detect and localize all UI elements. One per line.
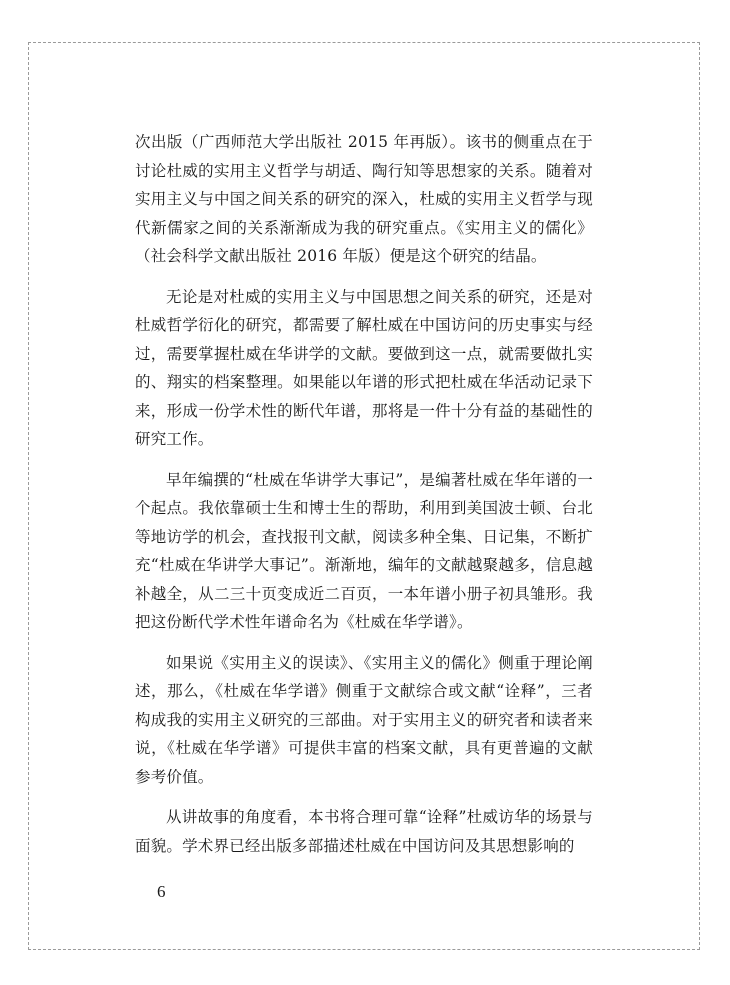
page-number: 6 [157,882,166,901]
body-text [135,128,593,872]
paragraph: 如果说《实用主义的误读》、《实用主义的儒化》侧重于理论阐述，那么，《杜威在华学谱》侧重于文献综合或文献“诠释”，三者构成我的实用主义研究的三部曲。对于实用主义的研究者和读者来说，《杜威在华学谱》可提供丰富的档案文献，具有更普遍的文献参考价值。 [135,653,593,786]
paragraph: 次出版（广西师范大学出版社 2015 年再版）。该书的侧重点在于讨论杜威的实用主义哲学与胡适、陶行知等思想家的关系。随着对实用主义与中国之间关系的研究的深入，杜威的实用主义哲学与现代新儒家之间的关系渐渐成为我的研究重点。《实用主义的儒化》（社会科学文献出版社 2016 年版）便是这个研究的结晶。 [135,133,593,265]
paragraph: 早年编撰的“杜威在华讲学大事记”，是编著杜威在华年谱的一个起点。我依靠硕士生和博士生的帮助，利用到美国波士顿、台北等地访学的机会，查找报刊文献，阅读多种全集、日记集，不断扩充“杜威在华讲学大事记”。渐渐地，编年的文献越聚越多，信息越补越全，从二三十页变成近二百页，一本年谱小册子初具雏形。我把这份断代学术性年谱命名为《杜威在华学谱》。 [135,470,593,631]
paragraph: 从讲故事的角度看，本书将合理可靠“诠释”杜威访华的场景与面貌。学术界已经出版多部描述杜威在中国访问及其思想影响的 [135,808,593,855]
paragraph: 无论是对杜威的实用主义与中国思想之间关系的研究，还是对杜威哲学衍化的研究，都需要了解杜威在中国访问的历史事实与经过，需要掌握杜威在华讲学的文献。要做到这一点，就需要做扎实的、翔实的档案整理。如果能以年谱的形式把杜威在华活动记录下来，形成一份学术性的断代年谱，那将是一件十分有益的基础性的研究工作。 [135,287,593,448]
